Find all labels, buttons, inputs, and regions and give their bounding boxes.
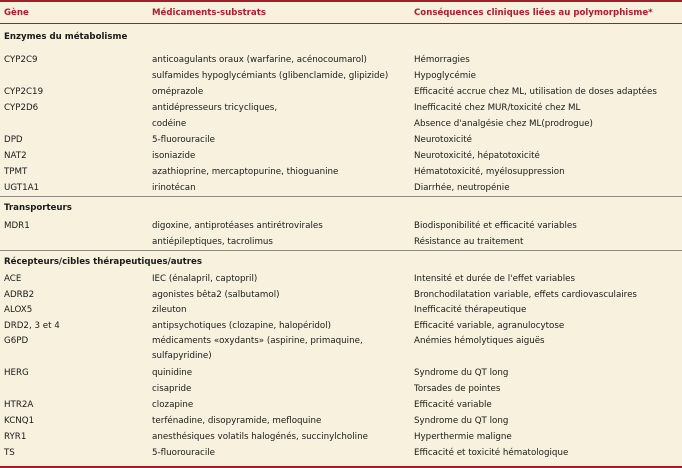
effect-cell: Efficacité variable, agranulocytose [414,321,565,331]
effect-cell: Efficacité et toxicité hématologique [414,448,569,458]
drug-cell: anesthésiques volatils halogénés, succinylcholine [152,432,368,442]
effect-cell: Biodisponibilité et efficacité variables [414,221,577,231]
table-row [0,103,682,119]
drug-cell: digoxine, antiprotéases antirétrovirales [152,221,323,231]
gene-cell: NAT2 [4,151,27,161]
effect-cell: Hyperthermie maligne [414,432,512,442]
drug-cell: zileuton [152,305,187,315]
effect-cell: Diarrhée, neutropénie [414,183,510,193]
drug-cell: clozapine [152,400,194,410]
gene-cell: DPD [4,135,23,145]
drug-cell: sulfamides hypoglycémiants (glibenclamide, glipizide) [152,71,389,81]
effect-cell: Inefficacité thérapeutique [414,305,527,315]
gene-cell: HTR2A [4,400,34,410]
gene-cell: CYP2D6 [4,103,39,113]
effect-cell: Inefficacité chez MUR/toxicité chez ML [414,103,581,113]
header-drugs: Médicaments-substrats [152,8,266,18]
drug-cell: antidépresseurs tricycliques, [152,103,278,113]
drug-cell: antiépileptiques, tacrolimus [152,237,273,247]
gene-cell: TS [4,448,15,458]
drug-cell: irinotécan [152,183,196,193]
gene-cell: RYR1 [4,432,27,442]
section-title-transporters: Transporteurs [4,203,72,213]
effect-cell: Efficacité accrue chez ML, utilisation de doses adaptées [414,87,657,97]
drug-cell: oméprazole [152,87,204,97]
effect-cell: Syndrome du QT long [414,368,509,378]
drug-cell: isoniazide [152,151,196,161]
table-row [0,55,682,71]
section-divider [0,196,682,197]
table-row [0,274,682,290]
drug-cell: IEC (énalapril, captopril) [152,274,258,284]
table-row [0,416,682,432]
gene-cell: HERG [4,368,29,378]
drug-cell: quinidine [152,368,193,378]
table-row [0,432,682,448]
section-title-receptors: Récepteurs/cibles thérapeutiques/autres [4,257,202,267]
effect-cell: Bronchodilatation variable, effets cardiovasculaires [414,290,637,300]
table-row [0,87,682,103]
effect-cell: Intensité et durée de l'effet variables [414,274,575,284]
effect-cell: Efficacité variable [414,400,492,410]
effect-cell: Hypoglycémie [414,71,476,81]
gene-cell: CYP2C19 [4,87,44,97]
table-row [0,119,682,135]
effect-cell: Anémies hémolytiques aiguës [414,336,545,346]
table-row [0,135,682,151]
gene-cell: ADRB2 [4,290,35,300]
effect-cell: Absence d'analgésie chez ML(prodrogue) [414,119,593,129]
drug-cell: anticoagulants oraux (warfarine, acénocoumarol) [152,55,367,65]
drug-cell: terfénadine, disopyramide, mefloquine [152,416,322,426]
gene-cell: ALOX5 [4,305,33,315]
drug-cell: cisapride [152,384,192,394]
gene-cell: UGT1A1 [4,183,40,193]
header-gene: Gène [4,8,29,18]
gene-cell: ACE [4,274,22,284]
drug-cell: 5-fluorouracile [152,448,216,458]
table-row [0,400,682,416]
header-consequences: Conséquences cliniques liées au polymorphisme* [414,8,653,18]
table-row [0,167,682,183]
effect-cell: Torsades de pointes [414,384,501,394]
gene-cell: TPMT [4,167,28,177]
table-row [0,151,682,167]
effect-cell: Hématotoxicité, myélosuppression [414,167,565,177]
drug-cell: sulfapyridine) [152,351,212,361]
table-row [0,336,682,352]
effect-cell: Résistance au traitement [414,237,524,247]
effect-cell: Neurotoxicité, hépatotoxicité [414,151,540,161]
section-divider [0,250,682,251]
table-row [0,321,682,337]
drug-cell: azathioprine, mercaptopurine, thioguanine [152,167,339,177]
drug-cell: codéine [152,119,187,129]
table-row [0,384,682,400]
drug-cell: antipsychotiques (clozapine, halopéridol) [152,321,332,331]
effect-cell: Neurotoxicité [414,135,472,145]
gene-cell: CYP2C9 [4,55,38,65]
table-row [0,351,682,367]
effect-cell: Hémorragies [414,55,470,65]
table-row [0,221,682,237]
effect-cell: Syndrome du QT long [414,416,509,426]
table-row [0,368,682,384]
table-row [0,290,682,306]
gene-cell: DRD2, 3 et 4 [4,321,60,331]
drug-cell: agonistes bêta2 (salbutamol) [152,290,280,300]
gene-cell: G6PD [4,336,29,346]
table-row [0,71,682,87]
table-row [0,305,682,321]
table-row [0,448,682,464]
drug-cell: médicaments «oxydants» (aspirine, primaquine, [152,336,363,346]
table-header [0,2,682,24]
section-title-enzymes: Enzymes du métabolisme [4,32,128,42]
gene-cell: KCNQ1 [4,416,35,426]
gene-cell: MDR1 [4,221,30,231]
drug-cell: 5-fluorouracile [152,135,216,145]
